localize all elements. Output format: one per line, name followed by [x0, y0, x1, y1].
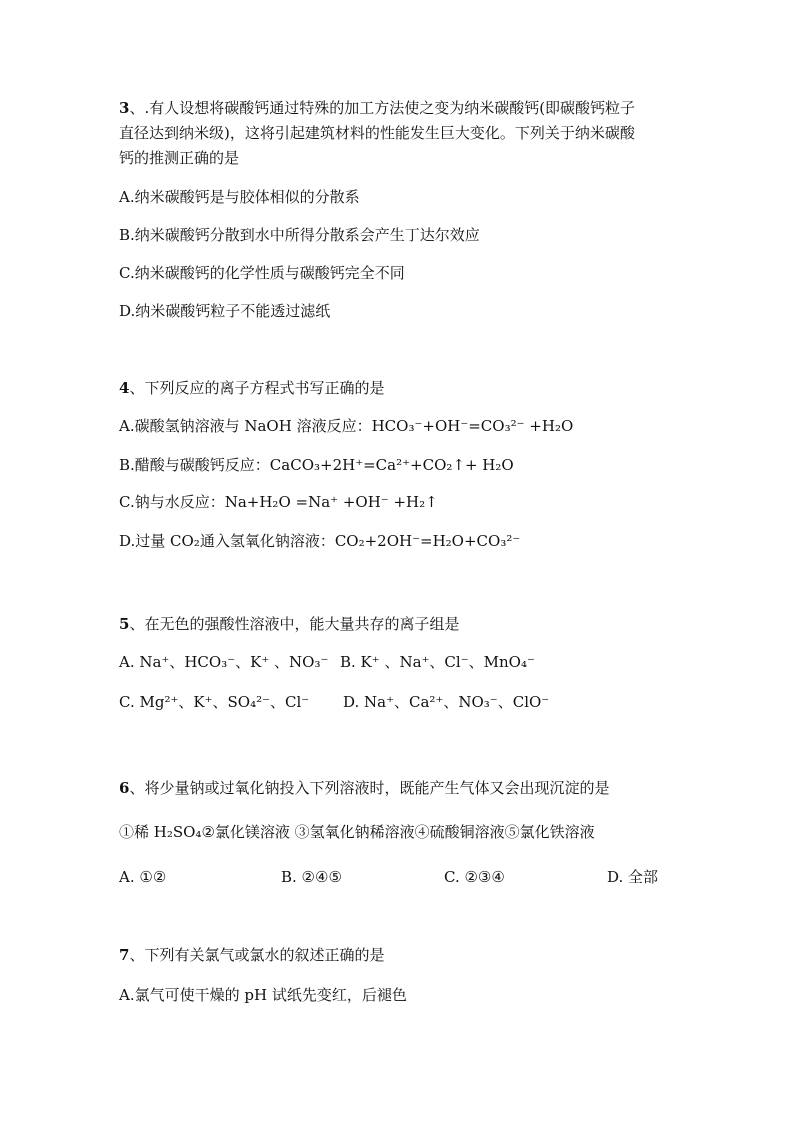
q3-stem-line3: 钙的推测正确的是: [119, 149, 240, 167]
q3-number: 3: [119, 99, 130, 117]
q4-option-c: C.钠与水反应：Na+H₂O =Na⁺ +OH⁻ +H₂↑: [119, 493, 438, 511]
q6-stem: 6、将少量钠或过氧化钠投入下列溶液时，既能产生气体又会出现沉淀的是: [119, 779, 610, 797]
q4-stem: 4、下列反应的离子方程式书写正确的是: [119, 379, 385, 397]
q5-number: 5: [119, 615, 130, 633]
q6-option-c: C. ②③④: [444, 868, 505, 886]
q5-option-b: B. K⁺ 、Na⁺、Cl⁻、MnO₄⁻: [340, 653, 535, 671]
q7-stem: 7、下列有关氯气或氯水的叙述正确的是: [119, 946, 385, 964]
q6-option-a: A. ①②: [119, 868, 167, 886]
q3-option-d: D.纳米碳酸钙粒子不能透过滤纸: [119, 302, 331, 320]
q4-option-b: B.醋酸与碳酸钙反应：CaCO₃+2H⁺=Ca²⁺+CO₂↑+ H₂O: [119, 456, 514, 474]
q3-stem-line2: 直径达到纳米级)，这将引起建筑材料的性能发生巨大变化。下列关于纳米碳酸: [119, 124, 635, 142]
q5-option-d: D. Na⁺、Ca²⁺、NO₃⁻、ClO⁻: [343, 693, 550, 711]
q3-option-a: A.纳米碳酸钙是与胶体相似的分散系: [119, 188, 360, 206]
q7-number: 7: [119, 946, 130, 964]
q4-option-a: A.碳酸氢钠溶液与 NaOH 溶液反应：HCO₃⁻+OH⁻=CO₃²⁻ +H₂O: [119, 417, 574, 435]
q6-number: 6: [119, 779, 130, 797]
q3-option-b: B.纳米碳酸钙分散到水中所得分散系会产生丁达尔效应: [119, 226, 480, 244]
q7-option-a: A.氯气可使干燥的 pH 试纸先变红，后褪色: [119, 986, 407, 1004]
q3-stem-line1: 3、.有人设想将碳酸钙通过特殊的加工方法使之变为纳米碳酸钙(即碳酸钙粒子: [119, 99, 636, 117]
q5-stem: 5、在无色的强酸性溶液中，能大量共存的离子组是: [119, 615, 460, 633]
q5-option-a: A. Na⁺、HCO₃⁻、K⁺ 、NO₃⁻: [119, 653, 329, 671]
q3-option-c: C.纳米碳酸钙的化学性质与碳酸钙完全不同: [119, 264, 405, 282]
q5-option-c: C. Mg²⁺、K⁺、SO₄²⁻、Cl⁻: [119, 693, 310, 711]
q6-option-b: B. ②④⑤: [281, 868, 342, 886]
q6-item-list: ①稀 H₂SO₄②氯化镁溶液 ③氢氧化钠稀溶液④硫酸铜溶液⑤氯化铁溶液: [119, 823, 595, 841]
q4-number: 4: [119, 379, 130, 397]
q6-option-d: D. 全部: [607, 868, 659, 886]
q4-option-d: D.过量 CO₂通入氢氧化钠溶液：CO₂+2OH⁻=H₂O+CO₃²⁻: [119, 532, 521, 550]
